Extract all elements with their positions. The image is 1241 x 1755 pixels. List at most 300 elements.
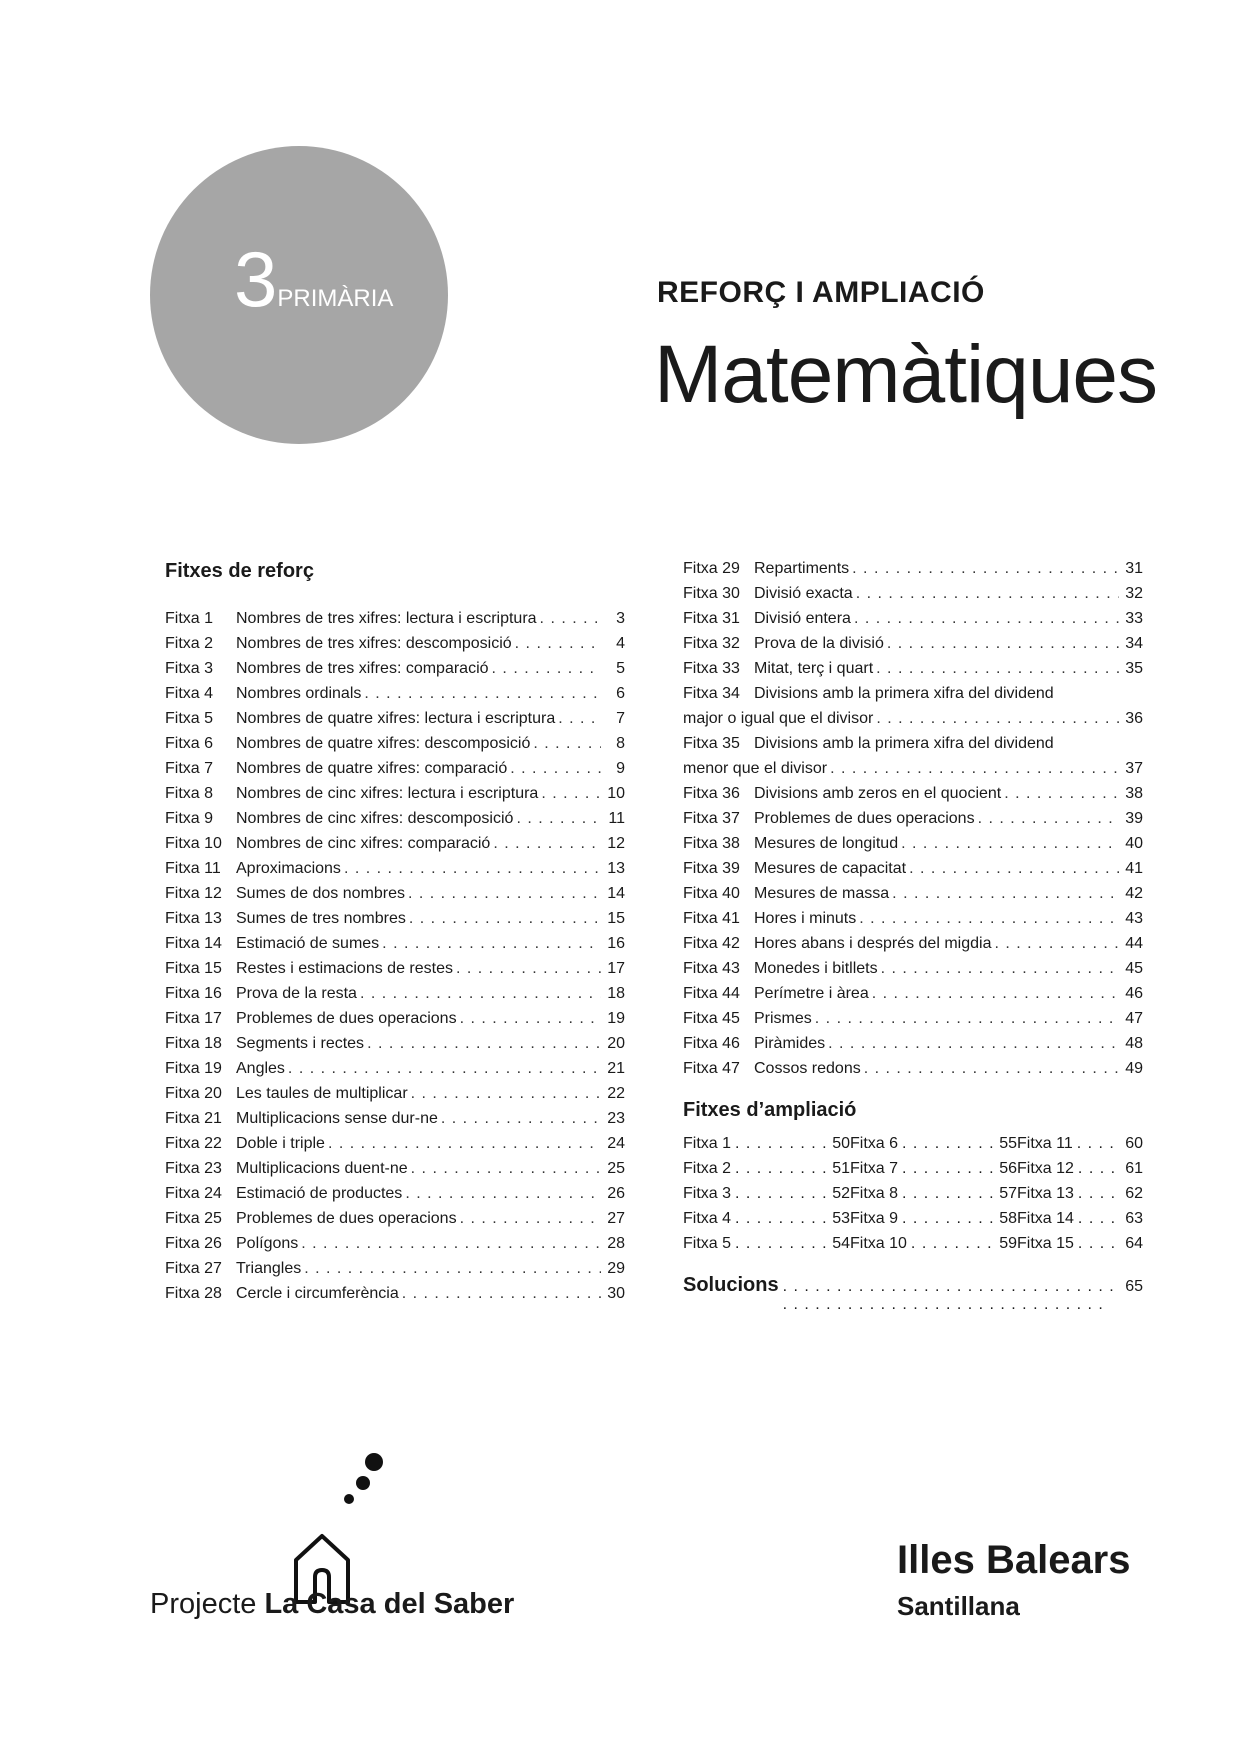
toc-page: 8 — [616, 735, 625, 752]
toc-fitxa: Fitxa 33 — [683, 660, 740, 677]
toc-label: Polígons — [236, 1235, 299, 1252]
toc-row[interactable] — [165, 910, 625, 935]
reforc-heading: Fitxes de reforç — [165, 560, 314, 582]
toc-page: 19 — [607, 1010, 625, 1027]
toc-label: Mesures de capacitat — [754, 860, 907, 877]
ampliacio-fitxa: Fitxa 3 — [683, 1185, 732, 1202]
publisher-label: Santillana — [897, 1591, 1020, 1621]
toc-fitxa: Fitxa 45 — [683, 1010, 740, 1027]
toc-row[interactable] — [683, 985, 1143, 1010]
leader-dots — [367, 1035, 601, 1053]
toc-label: Problemes de dues operacions — [236, 1010, 457, 1027]
toc-row[interactable] — [683, 910, 1143, 935]
ampliacio-fitxa: Fitxa 5 — [683, 1235, 732, 1252]
toc-fitxa: Fitxa 38 — [683, 835, 740, 852]
leader-dots — [541, 785, 601, 803]
toc-fitxa: Fitxa 35 — [683, 735, 740, 752]
toc-page: 6 — [616, 685, 625, 702]
toc-page: 43 — [1125, 910, 1143, 927]
toc-page: 28 — [607, 1235, 625, 1252]
leader-dots — [364, 685, 601, 703]
leader-dots — [510, 760, 601, 778]
toc-fitxa: Fitxa 2 — [165, 635, 214, 652]
leader-dots — [783, 1278, 1120, 1314]
toc-page: 17 — [607, 960, 625, 977]
leader-dots — [360, 985, 601, 1003]
toc-page: 40 — [1125, 835, 1143, 852]
leader-dots — [492, 660, 601, 678]
leader-dots — [909, 860, 1119, 878]
ampliacio-page: 54 — [832, 1235, 850, 1252]
toc-label: Cossos redons — [754, 1060, 861, 1077]
ampliacio-page: 57 — [999, 1185, 1017, 1202]
toc-fitxa: Fitxa 41 — [683, 910, 740, 927]
toc-label: Restes i estimacions de restes — [236, 960, 453, 977]
cover-subtitle: REFORÇ I AMPLIACIÓ — [657, 276, 985, 309]
toc-label: Estimació de sumes — [236, 935, 380, 952]
ampliacio-fitxa: Fitxa 6 — [850, 1135, 899, 1152]
toc-row[interactable] — [165, 735, 625, 760]
toc-row[interactable] — [683, 585, 1143, 610]
toc-fitxa: Fitxa 13 — [165, 910, 222, 927]
toc-row[interactable] — [683, 960, 1143, 985]
toc-label: Divisions amb zeros en el quocient — [754, 785, 1002, 802]
toc-label: Cercle i circumferència — [236, 1285, 399, 1302]
leader-dots — [328, 1135, 601, 1153]
toc-label: Divisions amb la primera xifra del dividend — [754, 735, 1054, 752]
toc-page: 18 — [607, 985, 625, 1002]
leader-dots — [892, 885, 1119, 903]
toc-fitxa: Fitxa 22 — [165, 1135, 222, 1152]
logo-dot-large — [365, 1453, 383, 1471]
toc-fitxa: Fitxa 12 — [165, 885, 222, 902]
leader-dots — [1078, 1235, 1119, 1253]
toc-page: 24 — [607, 1135, 625, 1152]
toc-label: Divisió entera — [754, 610, 851, 627]
toc-fitxa: Fitxa 31 — [683, 610, 740, 627]
ampliacio-fitxa: Fitxa 14 — [1017, 1210, 1074, 1227]
toc-row[interactable] — [683, 860, 1143, 885]
toc-fitxa: Fitxa 46 — [683, 1035, 740, 1052]
toc-page: 42 — [1125, 885, 1143, 902]
toc-label: Hores abans i després del migdia — [754, 935, 992, 952]
toc-page: 44 — [1125, 935, 1143, 952]
toc-label: Prova de la divisió — [754, 635, 884, 652]
leader-dots — [872, 985, 1119, 1003]
leader-dots — [735, 1210, 826, 1228]
solucions-row[interactable] — [683, 1274, 1143, 1302]
leader-dots — [460, 1210, 601, 1228]
toc-fitxa: Fitxa 8 — [165, 785, 214, 802]
toc-row[interactable] — [165, 1010, 625, 1035]
toc-fitxa: Fitxa 23 — [165, 1160, 222, 1177]
toc-fitxa: Fitxa 6 — [165, 735, 214, 752]
leader-dots — [1004, 785, 1119, 803]
toc-fitxa: Fitxa 40 — [683, 885, 740, 902]
toc-label: Multiplicacions duent-ne — [236, 1160, 408, 1177]
ampliacio-fitxa: Fitxa 1 — [683, 1135, 732, 1152]
ampliacio-page: 62 — [1125, 1185, 1143, 1202]
ampliacio-fitxa: Fitxa 13 — [1017, 1185, 1074, 1202]
ampliacio-page: 63 — [1125, 1210, 1143, 1227]
logo-dot-small — [344, 1494, 354, 1504]
toc-label-continuation: major o igual que el divisor — [683, 710, 874, 727]
toc-page: 25 — [607, 1160, 625, 1177]
toc-label: Estimació de productes — [236, 1185, 403, 1202]
toc-row[interactable] — [165, 1235, 625, 1260]
leader-dots — [735, 1185, 826, 1203]
ampliacio-item[interactable] — [850, 1210, 1017, 1235]
toc-label: Hores i minuts — [754, 910, 857, 927]
toc-page: 21 — [607, 1060, 625, 1077]
ampliacio-page: 61 — [1125, 1160, 1143, 1177]
toc-fitxa: Fitxa 5 — [165, 710, 214, 727]
toc-row[interactable] — [165, 1135, 625, 1160]
toc-page: 30 — [607, 1285, 625, 1302]
toc-label-continuation: menor que el divisor — [683, 760, 828, 777]
ampliacio-fitxa: Fitxa 10 — [850, 1235, 907, 1252]
toc-page: 10 — [607, 785, 625, 802]
toc-label: Monedes i bitllets — [754, 960, 878, 977]
toc-page: 15 — [607, 910, 625, 927]
leader-dots — [902, 1160, 993, 1178]
solucions-page: 65 — [1125, 1278, 1143, 1295]
toc-fitxa: Fitxa 15 — [165, 960, 222, 977]
toc-fitxa: Fitxa 29 — [683, 560, 740, 577]
toc-label: Perímetre i àrea — [754, 985, 869, 1002]
toc-row[interactable] — [165, 1260, 625, 1285]
leader-dots — [881, 960, 1119, 978]
toc-row[interactable] — [683, 635, 1143, 660]
toc-label: Nombres de quatre xifres: lectura i escriptura — [236, 710, 556, 727]
toc-page: 13 — [607, 860, 625, 877]
toc-page: 9 — [616, 760, 625, 777]
toc-label: Nombres de quatre xifres: comparació — [236, 760, 508, 777]
toc-fitxa: Fitxa 3 — [165, 660, 214, 677]
toc-row[interactable] — [683, 1035, 1143, 1060]
project-prefix: Projecte — [150, 1588, 257, 1620]
toc-page: 41 — [1125, 860, 1143, 877]
leader-dots — [409, 910, 601, 928]
toc-page: 46 — [1125, 985, 1143, 1002]
toc-row[interactable] — [683, 1010, 1143, 1035]
solucions-label: Solucions — [683, 1274, 779, 1296]
toc-row[interactable] — [165, 710, 625, 735]
toc-fitxa: Fitxa 47 — [683, 1060, 740, 1077]
toc-fitxa: Fitxa 4 — [165, 685, 214, 702]
toc-row[interactable] — [165, 1160, 625, 1185]
leader-dots — [901, 835, 1119, 853]
toc-fitxa: Fitxa 19 — [165, 1060, 222, 1077]
ampliacio-item[interactable] — [683, 1160, 850, 1185]
leader-dots — [288, 1060, 601, 1078]
ampliacio-item[interactable] — [850, 1135, 1017, 1160]
toc-label: Problemes de dues operacions — [236, 1210, 457, 1227]
toc-page: 33 — [1125, 610, 1143, 627]
toc-row[interactable] — [165, 660, 625, 685]
leader-dots — [382, 935, 601, 953]
toc-row[interactable] — [165, 1060, 625, 1085]
ampliacio-item[interactable] — [683, 1185, 850, 1210]
toc-label: Angles — [236, 1060, 285, 1077]
leader-dots — [902, 1210, 993, 1228]
toc-label: Nombres de tres xifres: descomposició — [236, 635, 512, 652]
leader-dots — [854, 610, 1119, 628]
ampliacio-fitxa: Fitxa 12 — [1017, 1160, 1074, 1177]
ampliacio-item[interactable] — [850, 1185, 1017, 1210]
cover-title: Matemàtiques — [654, 329, 1158, 420]
toc-fitxa: Fitxa 10 — [165, 835, 222, 852]
toc-fitxa: Fitxa 17 — [165, 1010, 222, 1027]
leader-dots — [558, 710, 601, 728]
toc-label: Nombres de tres xifres: comparació — [236, 660, 489, 677]
toc-row[interactable] — [683, 560, 1143, 585]
leader-dots — [828, 1035, 1119, 1053]
toc-row[interactable] — [683, 785, 1143, 810]
toc-row[interactable] — [165, 860, 625, 885]
toc-reforc-left — [165, 560, 625, 1310]
leader-dots — [540, 610, 601, 628]
toc-label: Repartiments — [754, 560, 850, 577]
toc-row[interactable] — [165, 1185, 625, 1210]
leader-dots — [978, 810, 1119, 828]
leader-dots — [994, 935, 1119, 953]
toc-fitxa: Fitxa 36 — [683, 785, 740, 802]
toc-page: 4 — [616, 635, 625, 652]
toc-label: Mesures de massa — [754, 885, 890, 902]
toc-row[interactable] — [683, 660, 1143, 685]
ampliacio-item[interactable] — [1017, 1160, 1143, 1185]
toc-label: Mitat, terç i quart — [754, 660, 874, 677]
leader-dots — [411, 1085, 601, 1103]
toc-row[interactable] — [165, 610, 625, 635]
grade-number: 3 — [234, 235, 276, 323]
ampliacio-item[interactable] — [1017, 1210, 1143, 1235]
ampliacio-page: 59 — [999, 1235, 1017, 1252]
reforc-list-left — [165, 610, 625, 1310]
toc-reforc-right — [683, 560, 1143, 1302]
ampliacio-item[interactable] — [1017, 1185, 1143, 1210]
toc-row[interactable] — [683, 885, 1143, 910]
toc-fitxa: Fitxa 24 — [165, 1185, 222, 1202]
leader-dots — [864, 1060, 1119, 1078]
ampliacio-fitxa: Fitxa 2 — [683, 1160, 732, 1177]
leader-dots — [1078, 1185, 1119, 1203]
ampliacio-page: 51 — [832, 1160, 850, 1177]
toc-page: 35 — [1125, 660, 1143, 677]
toc-label: Doble i triple — [236, 1135, 325, 1152]
ampliacio-fitxa: Fitxa 4 — [683, 1210, 732, 1227]
ampliacio-page: 52 — [832, 1185, 850, 1202]
toc-fitxa: Fitxa 32 — [683, 635, 740, 652]
toc-label: Nombres de cinc xifres: comparació — [236, 835, 491, 852]
leader-dots — [493, 835, 601, 853]
leader-dots — [735, 1235, 826, 1253]
toc-row[interactable] — [165, 885, 625, 910]
toc-fitxa: Fitxa 9 — [165, 810, 214, 827]
ampliacio-item[interactable] — [683, 1135, 850, 1160]
toc-row[interactable] — [165, 935, 625, 960]
toc-page: 31 — [1125, 560, 1143, 577]
leader-dots — [1077, 1135, 1119, 1153]
toc-fitxa: Fitxa 39 — [683, 860, 740, 877]
leader-dots — [408, 885, 601, 903]
toc-page: 11 — [608, 810, 625, 827]
toc-page: 23 — [607, 1110, 625, 1127]
leader-dots — [902, 1185, 993, 1203]
toc-label: Segments i rectes — [236, 1035, 365, 1052]
leader-dots — [902, 1135, 993, 1153]
toc-fitxa: Fitxa 30 — [683, 585, 740, 602]
ampliacio-page: 53 — [832, 1210, 850, 1227]
toc-row[interactable] — [683, 610, 1143, 635]
ampliacio-page: 56 — [999, 1160, 1017, 1177]
leader-dots — [856, 585, 1119, 603]
toc-row[interactable] — [165, 685, 625, 710]
leader-dots — [516, 810, 601, 828]
toc-row-continuation[interactable] — [683, 760, 1143, 785]
toc-label: Nombres ordinals — [236, 685, 362, 702]
toc-label: Prismes — [754, 1010, 812, 1027]
toc-page: 45 — [1125, 960, 1143, 977]
toc-row[interactable] — [683, 810, 1143, 835]
toc-fitxa: Fitxa 11 — [165, 860, 221, 877]
leader-dots — [301, 1235, 601, 1253]
toc-row[interactable] — [683, 1060, 1143, 1085]
ampliacio-item[interactable] — [683, 1210, 850, 1235]
leader-dots — [402, 1285, 601, 1303]
ampliacio-fitxa: Fitxa 11 — [1017, 1135, 1073, 1152]
leader-dots — [1078, 1210, 1119, 1228]
toc-label: Multiplicacions sense dur-ne — [236, 1110, 438, 1127]
toc-fitxa: Fitxa 20 — [165, 1085, 222, 1102]
toc-row[interactable] — [165, 960, 625, 985]
toc-fitxa: Fitxa 28 — [165, 1285, 222, 1302]
toc-row-continuation[interactable] — [683, 710, 1143, 735]
ampliacio-item[interactable] — [1017, 1135, 1143, 1160]
toc-page: 7 — [616, 710, 625, 727]
leader-dots — [441, 1110, 601, 1128]
leader-dots — [460, 1010, 601, 1028]
leader-dots — [405, 1185, 601, 1203]
toc-fitxa: Fitxa 7 — [165, 760, 214, 777]
toc-fitxa: Fitxa 27 — [165, 1260, 222, 1277]
ampliacio-fitxa: Fitxa 8 — [850, 1185, 899, 1202]
toc-row[interactable] — [165, 810, 625, 835]
toc-label: Prova de la resta — [236, 985, 357, 1002]
ampliacio-fitxa: Fitxa 15 — [1017, 1235, 1074, 1252]
toc-page: 20 — [607, 1035, 625, 1052]
toc-page: 32 — [1125, 585, 1143, 602]
toc-page: 3 — [616, 610, 625, 627]
toc-fitxa: Fitxa 42 — [683, 935, 740, 952]
toc-row[interactable] — [165, 635, 625, 660]
toc-page: 5 — [616, 660, 625, 677]
toc-label: Mesures de longitud — [754, 835, 899, 852]
ampliacio-page: 60 — [1125, 1135, 1143, 1152]
toc-label: Sumes de tres nombres — [236, 910, 406, 927]
leader-dots — [876, 710, 1119, 728]
toc-row[interactable] — [165, 1210, 625, 1235]
leader-dots — [887, 635, 1119, 653]
grade-circle — [150, 146, 448, 444]
toc-label: Triangles — [236, 1260, 302, 1277]
ampliacio-fitxa: Fitxa 9 — [850, 1210, 899, 1227]
toc-label: Problemes de dues operacions — [754, 810, 975, 827]
toc-page: 49 — [1125, 1060, 1143, 1077]
toc-label: Piràmides — [754, 1035, 826, 1052]
toc-label: Sumes de dos nombres — [236, 885, 405, 902]
toc-page: 39 — [1125, 810, 1143, 827]
leader-dots — [830, 760, 1119, 778]
leader-dots — [876, 660, 1119, 678]
toc-fitxa: Fitxa 26 — [165, 1235, 222, 1252]
leader-dots — [456, 960, 601, 978]
leader-dots — [1078, 1160, 1119, 1178]
ampliacio-item[interactable] — [683, 1235, 850, 1260]
ampliacio-item[interactable] — [1017, 1235, 1143, 1260]
toc-row[interactable] — [165, 835, 625, 860]
leader-dots — [304, 1260, 601, 1278]
ampliacio-page: 58 — [999, 1210, 1017, 1227]
toc-row[interactable] — [165, 785, 625, 810]
toc-row[interactable] — [683, 735, 1143, 760]
toc-page: 37 — [1125, 760, 1143, 777]
toc-row[interactable] — [683, 935, 1143, 960]
toc-page: 36 — [1125, 710, 1143, 727]
reforc-list-right — [683, 560, 1143, 1085]
leader-dots — [515, 635, 601, 653]
toc-fitxa: Fitxa 37 — [683, 810, 740, 827]
ampliacio-item[interactable] — [850, 1235, 1017, 1260]
toc-label: Nombres de cinc xifres: descomposició — [236, 810, 514, 827]
toc-row[interactable] — [165, 1110, 625, 1135]
toc-row[interactable] — [683, 835, 1143, 860]
toc-label: Divisió exacta — [754, 585, 853, 602]
toc-page: 16 — [607, 935, 625, 952]
toc-fitxa: Fitxa 43 — [683, 960, 740, 977]
ampliacio-item[interactable] — [850, 1160, 1017, 1185]
leader-dots — [852, 560, 1119, 578]
toc-label: Les taules de multiplicar — [236, 1085, 408, 1102]
toc-fitxa: Fitxa 21 — [165, 1110, 222, 1127]
toc-page: 27 — [607, 1210, 625, 1227]
leader-dots — [533, 735, 601, 753]
toc-fitxa: Fitxa 25 — [165, 1210, 222, 1227]
toc-row[interactable] — [165, 1085, 625, 1110]
toc-row[interactable] — [165, 985, 625, 1010]
toc-page: 14 — [607, 885, 625, 902]
ampliacio-list — [683, 1135, 1143, 1260]
toc-fitxa: Fitxa 44 — [683, 985, 740, 1002]
toc-page: 12 — [607, 835, 625, 852]
toc-label: Aproximacions — [236, 860, 341, 877]
toc-fitxa: Fitxa 18 — [165, 1035, 222, 1052]
logo-dot-medium — [356, 1476, 370, 1490]
toc-page: 47 — [1125, 1010, 1143, 1027]
toc-page: 34 — [1125, 635, 1143, 652]
toc-row[interactable] — [165, 760, 625, 785]
ampliacio-page: 50 — [832, 1135, 850, 1152]
toc-row[interactable] — [165, 1285, 625, 1310]
leader-dots — [344, 860, 601, 878]
grade-level: PRIMÀRIA — [277, 285, 394, 312]
toc-fitxa: Fitxa 34 — [683, 685, 740, 702]
leader-dots — [735, 1135, 826, 1153]
toc-row[interactable] — [683, 685, 1143, 710]
toc-page: 29 — [607, 1260, 625, 1277]
toc-row[interactable] — [165, 1035, 625, 1060]
